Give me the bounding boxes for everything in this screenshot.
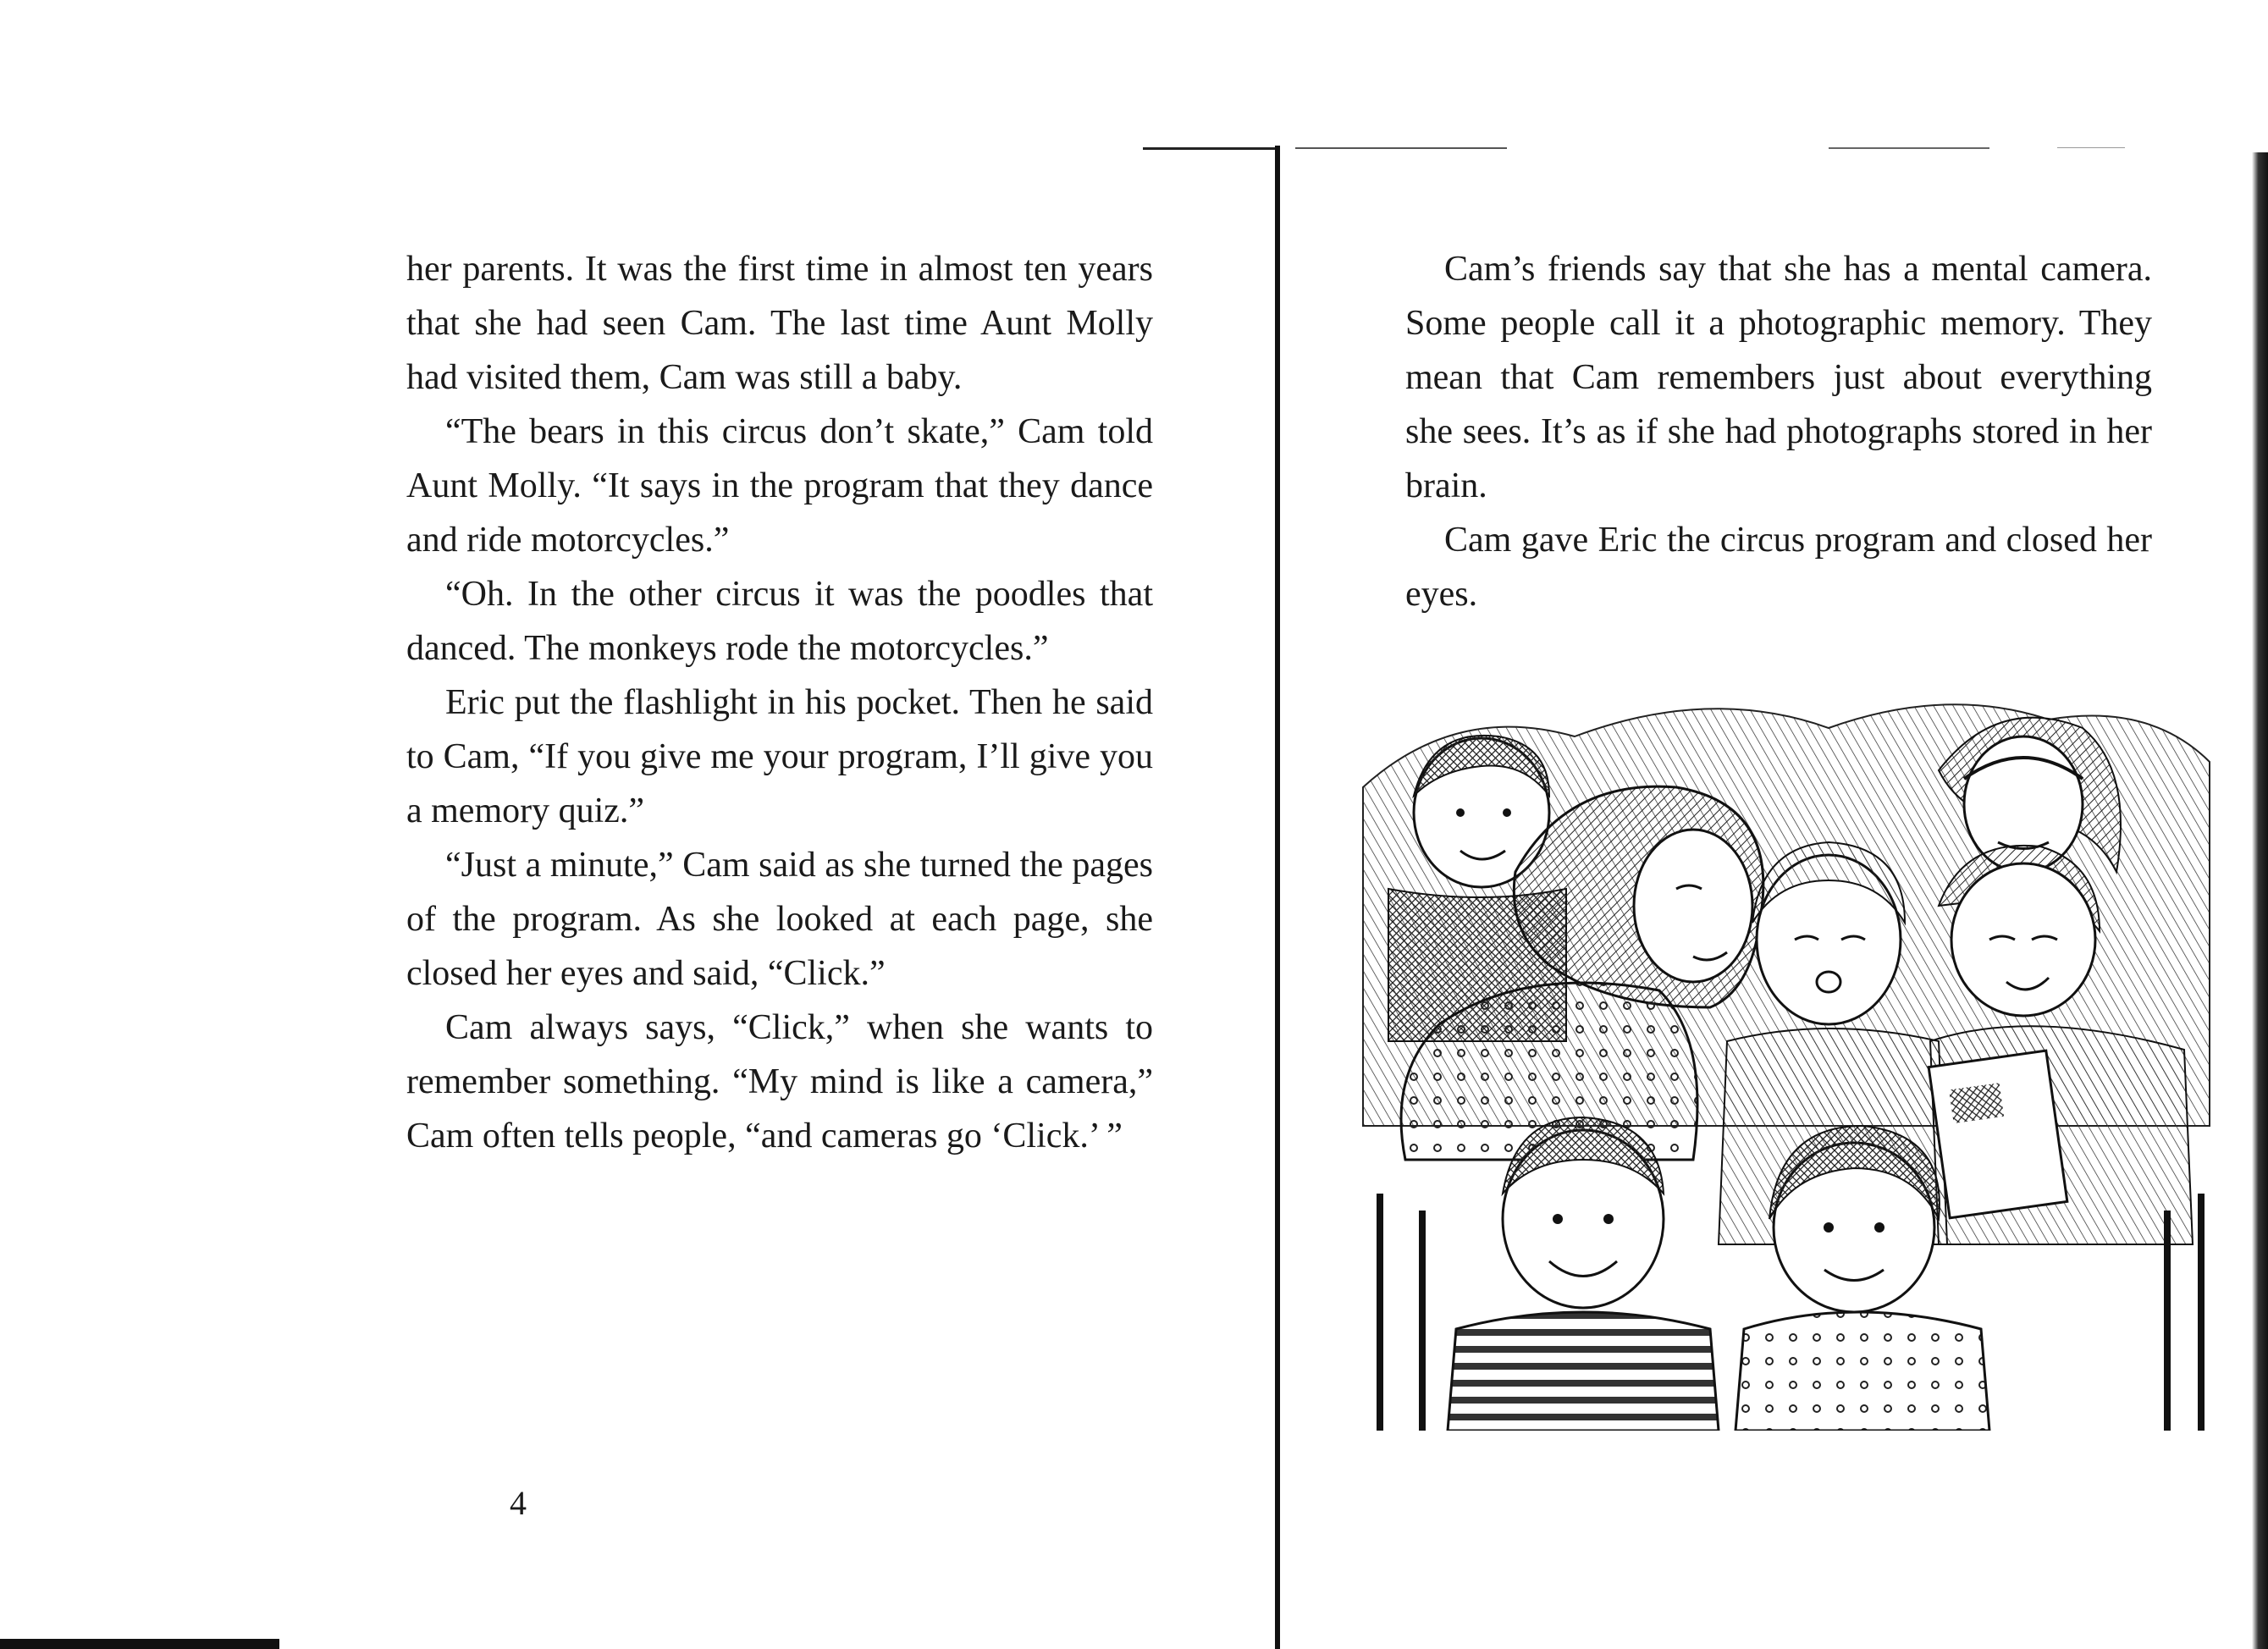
left-page-text: [406, 242, 1153, 1163]
child-figure: [1448, 1117, 1719, 1431]
paragraph: “Just a minute,” Cam said as she turned the pages of the program. As she looked at each page, she closed her eyes and said, “Click.”: [406, 846, 1153, 993]
paragraph: Cam always says, “Click,” when she wants to remember something. “My mind is like a camera,” Cam often tells people, “and cameras go ‘Click.’ ”: [406, 1008, 1153, 1155]
paragraph: “The bears in this circus don’t skate,” Cam told Aunt Molly. “It says in the program that they dance and ride motorcycles.”: [406, 412, 1153, 560]
scan-edge-line: [1143, 147, 1278, 150]
paragraph: Cam gave Eric the circus program and closed her eyes.: [1405, 521, 2152, 614]
book-gutter: [1275, 146, 1280, 1649]
paragraph: Eric put the flashlight in his pocket. Then he said to Cam, “If you give me your program, I’ll give you a memory quiz.”: [406, 683, 1153, 830]
paragraph: “Oh. In the other circus it was the poodles that danced. The monkeys rode the motorcycles.”: [406, 575, 1153, 668]
scan-edge-line: [1295, 147, 1507, 149]
scan-edge-line: [2057, 147, 2125, 148]
page-number: 4: [510, 1484, 527, 1522]
scan-edge-line: [1829, 147, 1989, 149]
illustration-children-reading: [1355, 686, 2218, 1431]
right-page-text: [1405, 242, 2152, 621]
scan-corner-mark: [0, 1639, 279, 1649]
paragraph: Cam’s friends say that she has a mental camera. Some people call it a photographic memory. They mean that Cam remembers just about everything she sees. It’s as if she had photographs stored in her brain.: [1405, 250, 2152, 505]
scan-right-edge: [2252, 152, 2268, 1649]
paragraph: her parents. It was the first time in almost ten years that she had seen Cam. The last time Aunt Molly had visited them, Cam was still a baby.: [406, 250, 1153, 397]
